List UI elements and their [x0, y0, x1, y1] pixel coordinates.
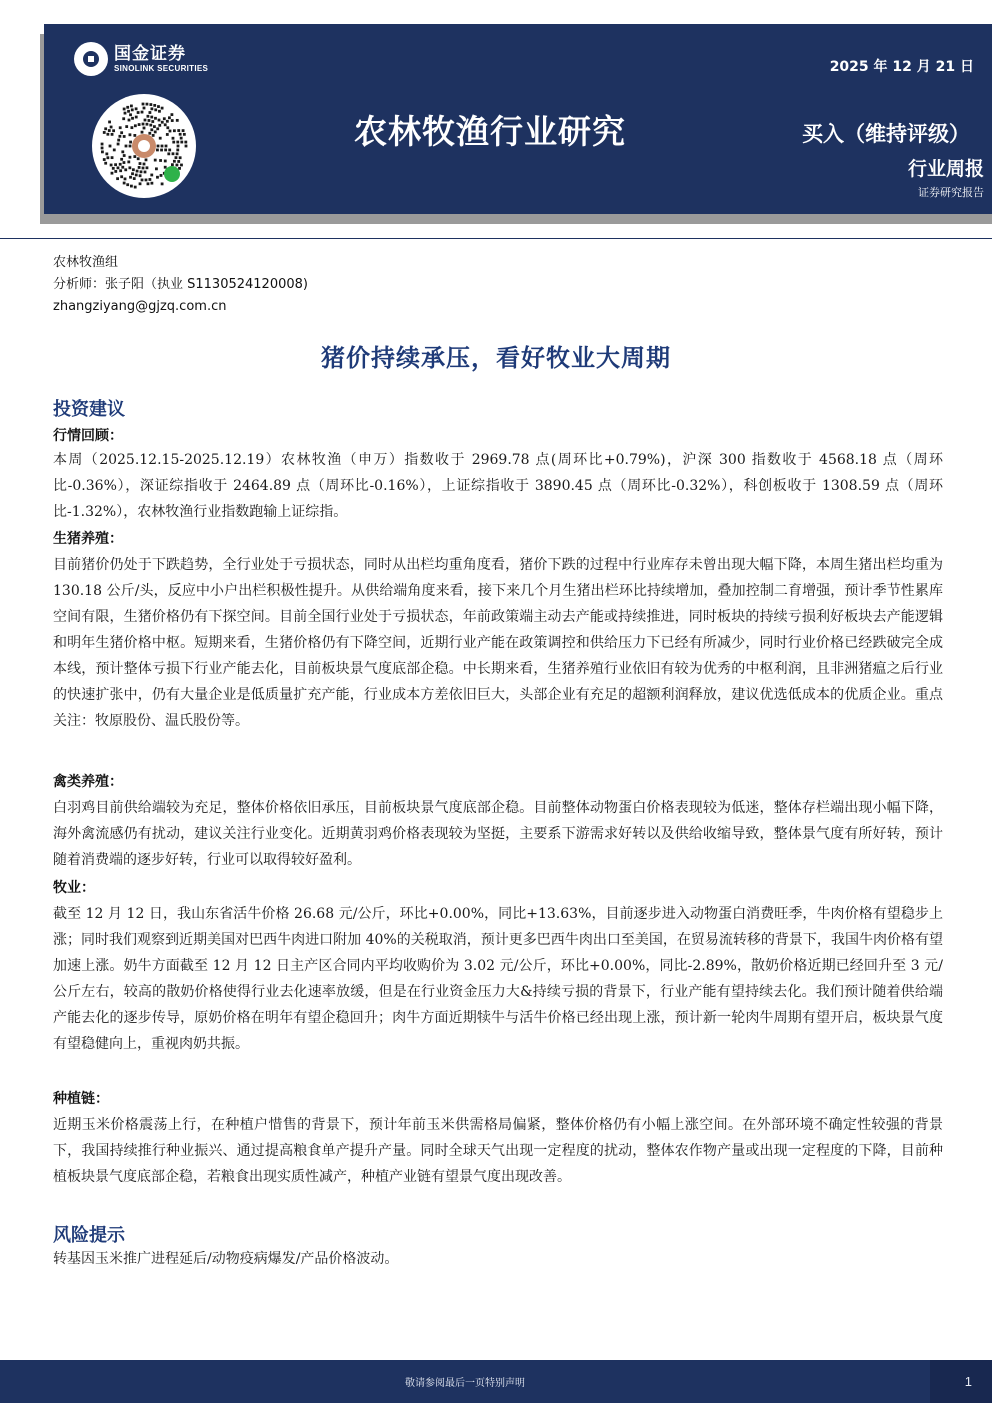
qr-code-icon	[92, 94, 196, 198]
analyst-info	[53, 252, 308, 318]
analyst-name: 分析师：张子阳（执业 S1130524120008)	[53, 277, 308, 292]
planting-text: 近期玉米价格震荡上行，在种植户惜售的背景下，预计年前玉米供需格局偏紧，整体价格仍有小幅上涨空间。在外部环境不确定性较强的背景下，我国持续推行种业振兴、通过提高粮食单产提升产量。同时全球天气出现一定程度的扰动，整体农作物产量或出现一定程度的下降，目前种植板块景气度底部企稳，若粮食出现实质性减产，种植产业链有望景气度出现改善。	[53, 1117, 943, 1185]
logo-mark-icon	[74, 42, 108, 76]
report-type: 行业周报	[907, 158, 984, 180]
footer-page-box	[930, 1360, 992, 1403]
page-footer	[0, 1360, 992, 1403]
logo-cn: 国金证券	[114, 44, 186, 64]
report-subtitle: 证券研究报告	[918, 186, 984, 199]
page-number: 1	[964, 1374, 972, 1389]
invest-heading: 投资建议	[53, 399, 125, 420]
footer-disclaimer: 敬请参阅最后一页特别声明	[405, 1378, 525, 1389]
planting-heading: 种植链：	[53, 1091, 109, 1107]
analyst-group: 农林牧渔组	[53, 255, 119, 270]
livestock-text: 截至 12 月 12 日，我山东省活牛价格 26.68 元/公斤，环比+0.00%，同比+13.63%，目前逐步进入动物蛋白消费旺季，牛肉价格有望稳步上涨；同时我们观察到近期美国对巴西牛肉进口附加 40%的关税取消，预计更多巴西牛肉出口至美国，在贸易流转移的背景下，我国牛肉价格有望加速上涨。奶牛方面截至 12 月 12 日主产区合同内平均收购价为 3.02 元/公斤，环比+0.00%，同比-2.89%，散奶价格近期已经回升至 3 元/公斤左右，较高的散奶价格使得行业去化速率放缓，但是在行业资金压力大&持续亏损的背景下，行业产能有望持续去化。我们预计随着供给端产能去化的逐步传导，原奶价格在明年有望企稳回升；肉牛方面近期犊牛与活牛价格已经出现上涨，预计新一轮肉牛周期有望开启，板块景气度有望稳健向上，重视肉奶共振。	[53, 906, 943, 1052]
livestock-heading: 牧业：	[53, 880, 95, 896]
poultry-text: 白羽鸡目前供给端较为充足，整体价格依旧承压，目前板块景气度底部企稳。目前整体动物蛋白价格表现较为低迷，整体存栏端出现小幅下降，海外禽流感仍有扰动，建议关注行业变化。近期黄羽鸡价格表现较为坚挺，主要系下游需求好转以及供给收缩导致，整体景气度有所好转，预计随着消费端的逐步好转，行业可以取得较好盈利。	[53, 800, 943, 868]
hog-text: 目前猪价仍处于下跌趋势，全行业处于亏损状态，同时从出栏均重角度看，猪价下跌的过程中行业库存未曾出现大幅下降，本周生猪出栏均重为 130.18 公斤/头，反应中小户出栏积极性提升。从供给端角度来看，接下来几个月生猪出栏环比持续增加，叠加控制二育增强，预计季节性累库空间有限，生猪价格仍有下探空间。目前全国行业处于亏损状态，年前政策端主动去产能或持续推进，同时板块的持续亏损利好板块去产能逻辑和明年生猪价格中枢。短期来看，生猪价格仍有下降空间，近期行业产能在政策调控和供给压力下已经有所减少，同时行业价格已经跌破完全成本线，预计整体亏损下行业产能去化，目前板块景气度底部企稳。中长期来看，生猪养殖行业依旧有较为优秀的中枢利润，且非洲猪瘟之后行业的快速扩张中，仍有大量企业是低质量扩充产能，行业成本方差依旧巨大，头部企业有充足的超额利润释放，建议优选低成本的优质企业。重点关注：牧原股份、温氏股份等。	[53, 557, 943, 729]
report-date: 2025 年 12 月 21 日	[829, 59, 974, 75]
rating: 买入（维持评级）	[802, 122, 970, 146]
hog-heading: 生猪养殖：	[53, 531, 123, 547]
document-title: 猪价持续承压，看好牧业大周期	[321, 344, 671, 372]
market-review-text: 本周（2025.12.15-2025.12.19）农林牧渔（申万）指数收于 2969.78 点(周环比+0.79%)，沪深 300 指数收于 4568.18 点（周环比-0.36%），深证综指收于 2464.89 点（周环比-0.16%），上证综指收于 3890.45 点（周环比-0.32%），科创板收于 1308.59 点（周环比-1.32%），农林牧渔行业指数跑输上证综指。	[53, 452, 943, 520]
risk-text: 转基因玉米推广进程延后/动物疫病爆发/产品价格波动。	[53, 1251, 399, 1267]
analyst-email[interactable]: zhangziyang@gjzq.com.cn	[53, 299, 227, 314]
header-banner	[44, 24, 992, 214]
poultry-heading: 禽类养殖：	[53, 774, 123, 790]
market-review-heading: 行情回顾：	[53, 428, 123, 444]
risk-heading: 风险提示	[53, 1225, 125, 1246]
header-divider	[0, 238, 992, 239]
logo-en: SINOLINK SECURITIES	[114, 64, 209, 73]
company-logo	[74, 42, 208, 76]
industry-title: 农林牧渔行业研究	[354, 112, 626, 151]
